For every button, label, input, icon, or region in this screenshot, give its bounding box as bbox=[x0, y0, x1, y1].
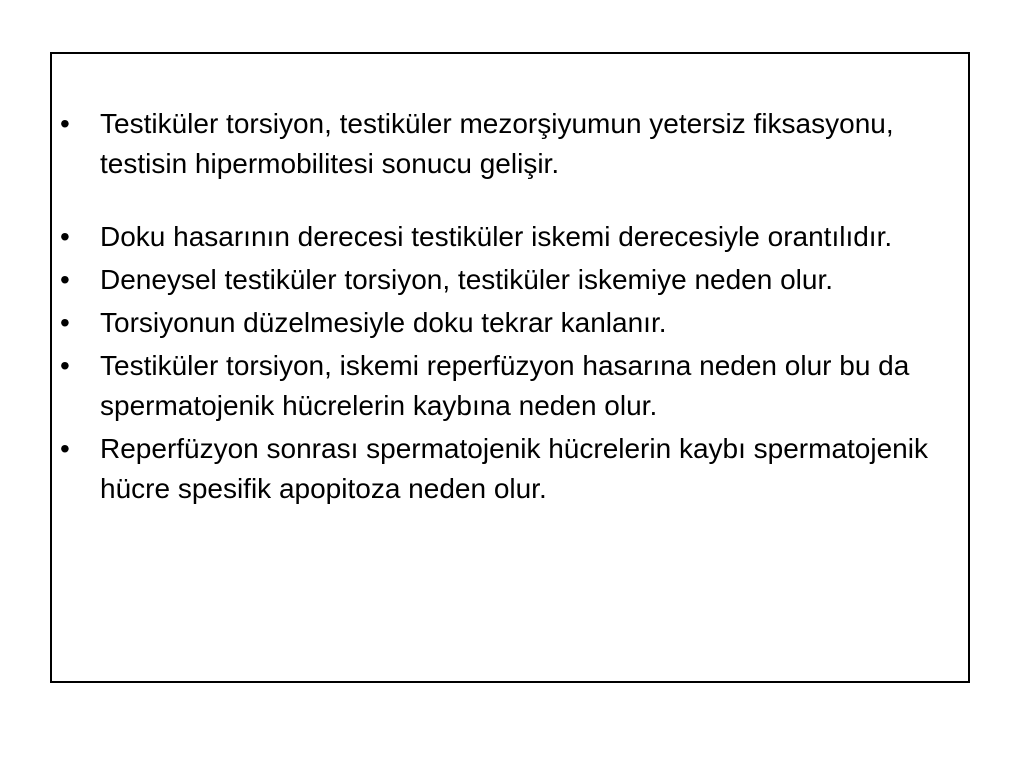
bullet-text: Deneysel testiküler torsiyon, testiküler iskemiye neden olur. bbox=[100, 264, 834, 295]
bullet-dot-icon: • bbox=[60, 221, 70, 252]
bullet-dot-icon: • bbox=[60, 433, 70, 464]
bullet-text: Doku hasarının derecesi testiküler iskemi derecesiyle orantılıdır. bbox=[100, 221, 893, 252]
bullet-dot-icon: • bbox=[60, 108, 70, 139]
bullet-item bbox=[58, 429, 958, 509]
bullet-item bbox=[58, 303, 958, 343]
bullet-text: Reperfüzyon sonrası spermatojenik hücrelerin kaybı spermatojenik hücre spesifik apopitoza neden olur. bbox=[100, 433, 928, 504]
bullet-item bbox=[58, 346, 958, 426]
bullet-text: Testiküler torsiyon, testiküler mezorşiyumun yetersiz fiksasyonu, testisin hipermobilitesi sonucu gelişir. bbox=[100, 108, 894, 179]
bullet-item bbox=[58, 260, 958, 300]
bullet-item bbox=[58, 217, 958, 257]
bullet-list bbox=[58, 104, 958, 512]
bullet-text: Testiküler torsiyon, iskemi reperfüzyon hasarına neden olur bu da spermatojenik hücrelerin kaybına neden olur. bbox=[100, 350, 910, 421]
bullet-item bbox=[58, 104, 958, 184]
bullet-text: Torsiyonun düzelmesiyle doku tekrar kanlanır. bbox=[100, 307, 667, 338]
bullet-dot-icon: • bbox=[60, 264, 70, 295]
bullet-dot-icon: • bbox=[60, 350, 70, 381]
bullet-dot-icon: • bbox=[60, 307, 70, 338]
